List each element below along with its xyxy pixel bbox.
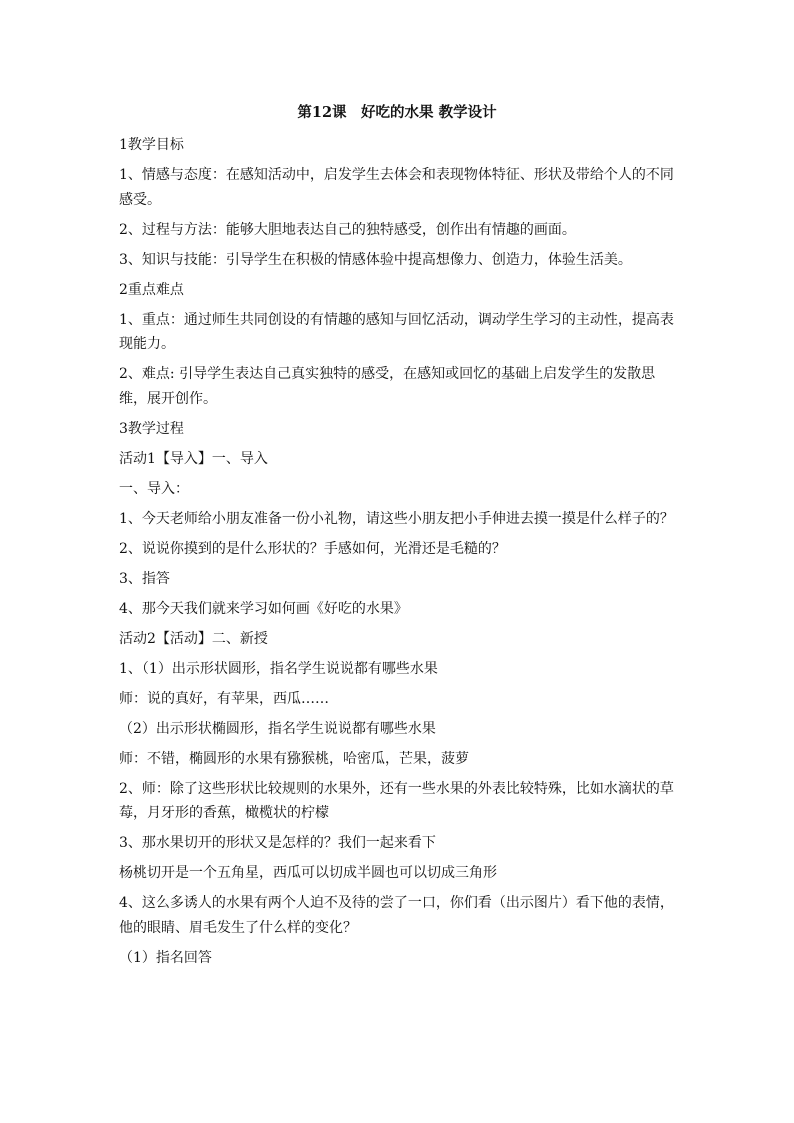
document-body — [119, 133, 679, 970]
section-heading-process: 3教学过程 — [119, 420, 184, 437]
section-heading-key-points: 2重点难点 — [119, 281, 184, 298]
paragraph: 3、知识与技能：引导学生在积极的情感体验中提高想像力、创造力，体验生活美。 — [119, 251, 632, 268]
paragraph: 一、导入： — [119, 480, 189, 497]
paragraph: 1、（1）出示形状圆形，指名学生说说都有哪些水果 — [119, 660, 438, 677]
paragraph: 师：不错，椭圆形的水果有猕猴桃，哈密瓜，芒果，菠萝 — [119, 750, 469, 767]
paragraph: （2）出示形状椭圆形，指名学生说说都有哪些水果 — [119, 720, 436, 737]
paragraph: 1、情感与态度：在感知活动中，启发学生去体会和表现物体特征、形状及带给个人的不同感受。 — [119, 167, 674, 208]
paragraph: 2、过程与方法：能够大胆地表达自己的独特感受，创作出有情趣的画面。 — [119, 221, 576, 238]
paragraph: 3、指答 — [119, 570, 170, 587]
paragraph: 4、那今天我们就来学习如何画《好吃的水果》 — [119, 600, 408, 617]
paragraph: 2、师：除了这些形状比较规则的水果外，还有一些水果的外表比较特殊，比如水滴状的草莓，月牙形的香蕉，橄榄状的柠檬 — [119, 780, 674, 821]
paragraph: 3、那水果切开的形状又是怎样的？我们一起来看下 — [119, 835, 436, 851]
paragraph: 2、难点: 引导学生表达自己真实独特的感受，在感知或回忆的基础上启发学生的发散思维，展开创作。 — [119, 366, 656, 407]
paragraph: 1、今天老师给小朋友准备一份小礼物，请这些小朋友把小手伸进去摸一摸是什么样子的？ — [119, 510, 674, 527]
activity-heading: 活动1【导入】一、导入 — [119, 450, 268, 467]
document-title: 第12课 好吃的水果 教学设计 — [297, 104, 497, 121]
paragraph: 2、说说你摸到的是什么形状的？手感如何，光滑还是毛糙的？ — [119, 540, 506, 557]
section-heading-objectives: 1教学目标 — [119, 137, 184, 153]
paragraph: 杨桃切开是一个五角星，西瓜可以切成半圆也可以切成三角形 — [119, 865, 497, 881]
paragraph: 1、重点：通过师生共同创设的有情趣的感知与回忆活动，调动学生学习的主动性，提高表现能力。 — [119, 311, 674, 352]
paragraph: 师：说的真好，有苹果，西瓜…… — [119, 690, 329, 707]
paragraph: 4、这么多诱人的水果有两个人迫不及待的尝了一口，你们看（出示图片）看下他的表情，他的眼睛、眉毛发生了什么样的变化？ — [119, 895, 674, 936]
activity-heading: 活动2【活动】二、新授 — [119, 630, 268, 647]
paragraph: （1）指名回答 — [119, 949, 212, 966]
